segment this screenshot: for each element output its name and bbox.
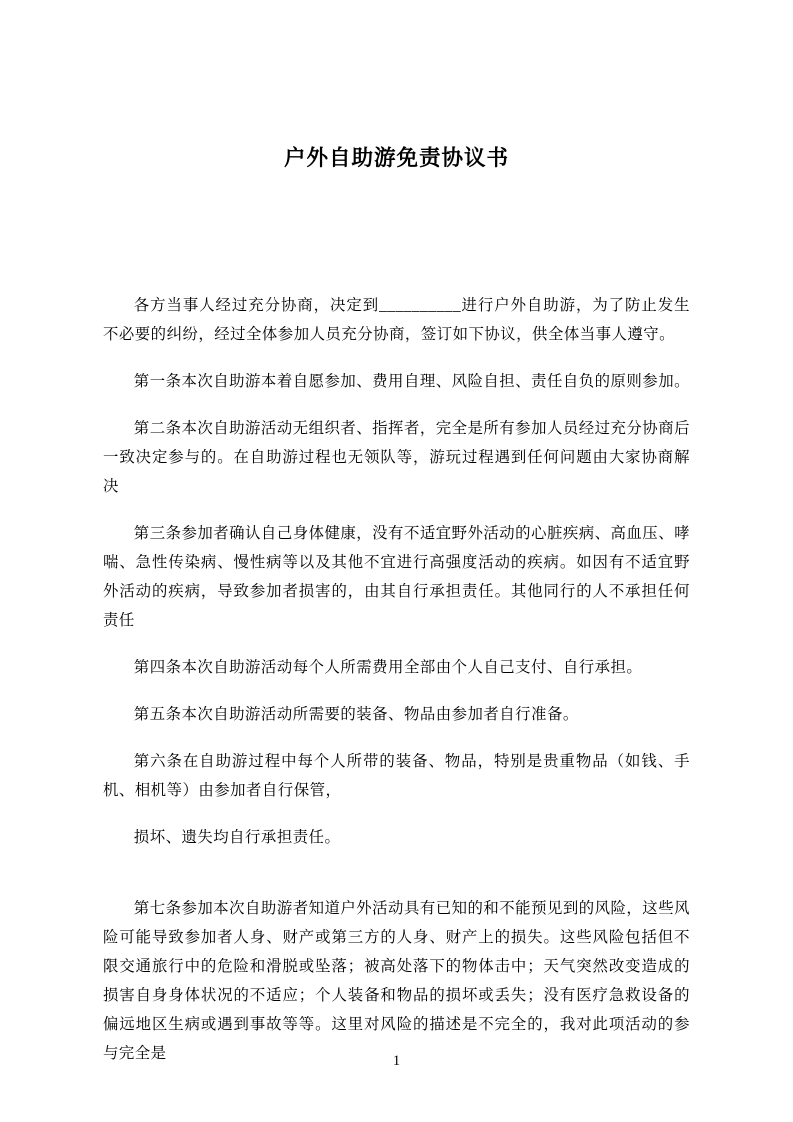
paragraph-intro: 各方当事人经过充分协商，决定到__________进行户外自助游，为了防止发生不必要的纠纷，经过全体参加人员充分协商，签订如下协议，供全体当事人遵守。 — [103, 297, 690, 343]
paragraph-article-6: 第六条在自助游过程中每个人所带的装备、物品，特别是贵重物品（如钱、手机、相机等）由参加者自行保管， — [103, 753, 690, 799]
paragraph-article-5: 第五条本次自助游活动所需要的装备、物品由参加者自行准备。 — [133, 706, 579, 723]
document-title: 户外自助游免责协议书 — [283, 146, 509, 170]
paragraph-article-6-continued: 损坏、遗失均自行承担责任。 — [133, 829, 341, 846]
paragraph-article-2: 第二条本次自助游活动无组织者、指挥者，完全是所有参加人员经过充分协商后一致决定参与的。在自助游过程也无领队等，游玩过程遇到任何问题由大家协商解决 — [103, 420, 690, 495]
paragraph-article-4: 第四条本次自助游活动每个人所需费用全部由个人自己支付、自行承担。 — [133, 659, 643, 676]
paragraph-article-3: 第三条参加者确认自己身体健康，没有不适宜野外活动的心脏疾病、高血压、哮喘、急性传染病、慢性病等以及其他不宜进行高强度活动的疾病。如因有不适宜野外活动的疾病，导致参加者损害的，由其自行承担责任。其他同行的人不承担任何责任 — [103, 525, 690, 629]
document-body — [103, 291, 690, 1068]
paragraph-article-1: 第一条本次自助游本着自愿参加、费用自理、风险自担、责任自负的原则参加。 — [133, 373, 690, 390]
paragraph-article-7: 第七条参加本次自助游者知道户外活动具有已知的和不能预见到的风险，这些风险可能导致参加者人身、财产或第三方的人身、财产上的损失。这些风险包括但不限交通旅行中的危险和滑脱或坠落；被高处落下的物体击中；天气突然改变造成的损害自身身体状况的不适应；个人装备和物品的损坏或丢失；没有医疗急救设备的偏远地区生病或遇到事故等等。这里对风险的描述是不完全的，我对此项活动的参与完全是 — [103, 900, 690, 1062]
page-number: 1 — [392, 1053, 401, 1069]
